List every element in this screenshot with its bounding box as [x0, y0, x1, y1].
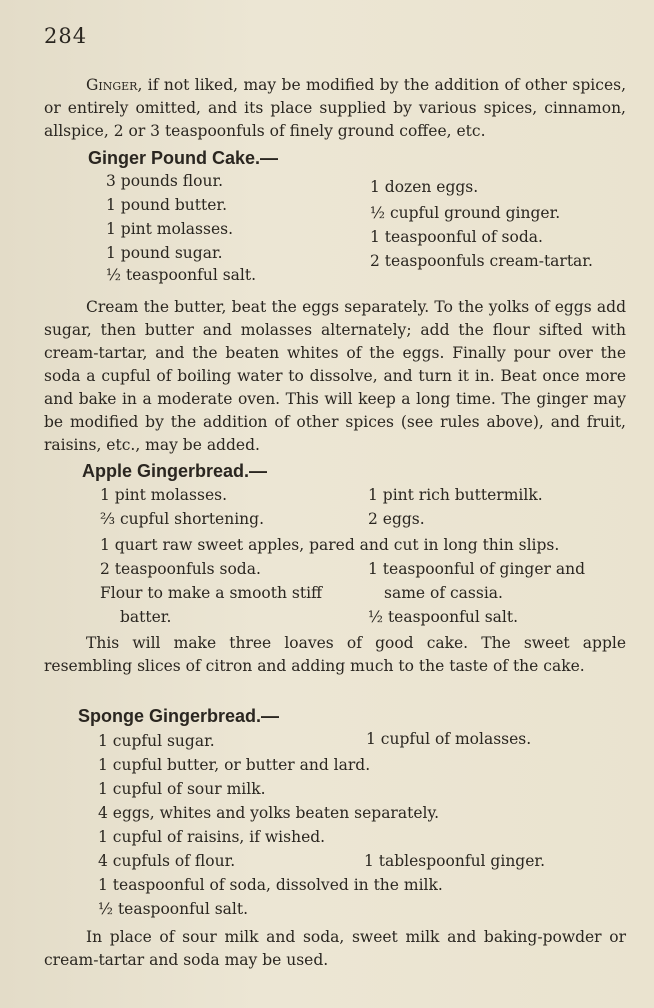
gpc-ingredient: 2 teaspoonfuls cream-tartar.	[370, 252, 593, 270]
sponge-gingerbread-title: Sponge Gingerbread.—	[78, 706, 280, 726]
gpc-ingredient: ½ teaspoonful salt.	[106, 266, 257, 284]
gpc-method: Cream the butter, beat the eggs separately. To the yolks of eggs add sugar, then butter and molasses alternately; add the flour sifted with cream-tartar, and the beaten whites of the eggs. Finally pour over the soda a cupful of boiling water to dissolve, and turn it in. Beat once more and bake in a moderate oven. This will keep a long time. The ginger may be modified by the addition of other spices (see rules above), and fruit, raisins, etc., may be added.	[44, 298, 626, 454]
sg-ingredient: 1 cupful sugar.	[98, 732, 215, 750]
page-number: 284	[44, 24, 88, 48]
sg-ingredient: ½ teaspoonful salt.	[98, 900, 249, 918]
ginger-pound-cake-title: Ginger Pound Cake.—	[88, 148, 279, 168]
sg-ingredient: 1 cupful of molasses.	[366, 730, 532, 748]
ag-ingredient: 2 eggs.	[368, 510, 425, 528]
ag-ingredient: ½ teaspoonful salt.	[368, 608, 519, 626]
gpc-ingredient: 1 pound butter.	[106, 196, 228, 214]
sg-ingredient: 1 teaspoonful of soda, dissolved in the milk.	[98, 876, 443, 894]
sg-ingredient: 1 cupful of sour milk.	[98, 780, 266, 798]
sg-ingredient: 4 cupfuls of flour.	[98, 852, 236, 870]
apple-gingerbread-title: Apple Gingerbread.—	[82, 461, 268, 481]
intro-lead-word: Ginger	[86, 76, 138, 94]
sg-ingredient: 1 cupful of raisins, if wished.	[98, 828, 326, 846]
ag-note: This will make three loaves of good cake. The sweet apple resembling slices of citron and adding much to the taste of the cake.	[44, 634, 626, 675]
gpc-ingredient: 1 dozen eggs.	[370, 178, 479, 196]
ag-ingredient: same of cassia.	[384, 584, 503, 602]
ag-ingredient: Flour to make a smooth stiff	[100, 584, 323, 602]
ag-ingredient: 2 teaspoonfuls soda.	[100, 560, 261, 578]
ag-ingredient: 1 quart raw sweet apples, pared and cut in long thin slips.	[100, 536, 560, 554]
sg-ingredient: 4 eggs, whites and yolks beaten separately.	[98, 804, 440, 822]
gpc-ingredient: 3 pounds flour.	[106, 172, 224, 190]
intro-paragraph	[44, 74, 626, 143]
gpc-ingredient: 1 pint molasses.	[106, 220, 233, 238]
intro-text: , if not liked, may be modified by the addition of other spices, or entirely omitted, and its place supplied by various spices, cinnamon, allspice, 2 or 3 teaspoonfuls of finely ground coffee, etc.	[44, 76, 626, 140]
ag-ingredient: batter.	[120, 608, 172, 626]
gpc-ingredient: 1 pound sugar.	[106, 244, 223, 262]
ag-ingredient: 1 pint molasses.	[100, 486, 227, 504]
ag-ingredient: 1 teaspoonful of ginger and	[368, 560, 585, 578]
ag-ingredient: ⅔ cupful shortening.	[100, 510, 264, 528]
sg-ingredient: 1 tablespoonful ginger.	[364, 852, 546, 870]
sg-ingredient: 1 cupful butter, or butter and lard.	[98, 756, 371, 774]
ag-ingredient: 1 pint rich buttermilk.	[368, 486, 543, 504]
gpc-ingredient: ½ cupful ground ginger.	[370, 204, 561, 222]
gpc-ingredient: 1 teaspoonful of soda.	[370, 228, 543, 246]
sg-note: In place of sour milk and soda, sweet milk and baking-powder or cream-tartar and soda may be used.	[44, 928, 626, 969]
